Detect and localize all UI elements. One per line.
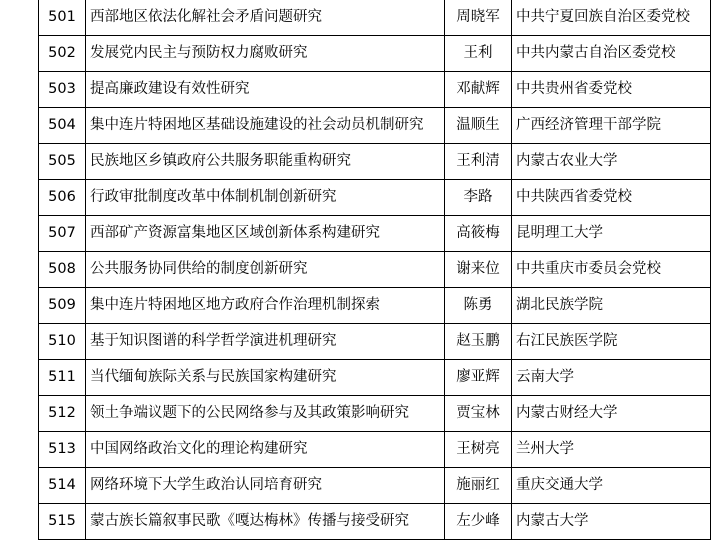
project-table-body xyxy=(39,0,711,540)
project-number: 508 xyxy=(39,252,86,288)
project-number: 514 xyxy=(39,468,86,504)
project-number: 503 xyxy=(39,72,86,108)
project-number: 510 xyxy=(39,324,86,360)
table-row xyxy=(39,144,711,180)
table-row xyxy=(39,324,711,360)
principal-name: 谢来位 xyxy=(445,252,512,288)
project-title: 网络环境下大学生政治认同培育研究 xyxy=(86,468,445,504)
project-title: 提高廉政建设有效性研究 xyxy=(86,72,445,108)
table-row xyxy=(39,396,711,432)
table-row xyxy=(39,432,711,468)
table-row xyxy=(39,180,711,216)
project-title: 发展党内民主与预防权力腐败研究 xyxy=(86,36,445,72)
principal-name: 王树亮 xyxy=(445,432,512,468)
project-number: 513 xyxy=(39,432,86,468)
project-number: 511 xyxy=(39,360,86,396)
institution-name: 兰州大学 xyxy=(512,432,711,468)
project-title: 集中连片特困地区基础设施建设的社会动员机制研究 xyxy=(86,108,445,144)
principal-name: 李路 xyxy=(445,180,512,216)
project-number: 505 xyxy=(39,144,86,180)
principal-name: 温顺生 xyxy=(445,108,512,144)
institution-name: 中共宁夏回族自治区委党校 xyxy=(512,0,711,36)
table-row xyxy=(39,36,711,72)
project-number: 501 xyxy=(39,0,86,36)
project-number: 512 xyxy=(39,396,86,432)
table-row xyxy=(39,288,711,324)
principal-name: 廖亚辉 xyxy=(445,360,512,396)
institution-name: 中共内蒙古自治区委党校 xyxy=(512,36,711,72)
project-number: 502 xyxy=(39,36,86,72)
principal-name: 王利清 xyxy=(445,144,512,180)
institution-name: 湖北民族学院 xyxy=(512,288,711,324)
institution-name: 右江民族医学院 xyxy=(512,324,711,360)
table-row xyxy=(39,108,711,144)
institution-name: 昆明理工大学 xyxy=(512,216,711,252)
principal-name: 王利 xyxy=(445,36,512,72)
project-title: 领土争端议题下的公民网络参与及其政策影响研究 xyxy=(86,396,445,432)
project-title: 西部矿产资源富集地区区域创新体系构建研究 xyxy=(86,216,445,252)
institution-name: 内蒙古财经大学 xyxy=(512,396,711,432)
institution-name: 内蒙古农业大学 xyxy=(512,144,711,180)
principal-name: 左少峰 xyxy=(445,504,512,540)
principal-name: 邓献辉 xyxy=(445,72,512,108)
project-number: 515 xyxy=(39,504,86,540)
project-title: 行政审批制度改革中体制机制创新研究 xyxy=(86,180,445,216)
principal-name: 贾宝林 xyxy=(445,396,512,432)
institution-name: 广西经济管理干部学院 xyxy=(512,108,711,144)
project-title: 集中连片特困地区地方政府合作治理机制探索 xyxy=(86,288,445,324)
project-title: 中国网络政治文化的理论构建研究 xyxy=(86,432,445,468)
principal-name: 周晓军 xyxy=(445,0,512,36)
project-title: 蒙古族长篇叙事民歌《嘎达梅林》传播与接受研究 xyxy=(86,504,445,540)
table-row xyxy=(39,504,711,540)
institution-name: 云南大学 xyxy=(512,360,711,396)
project-table xyxy=(38,0,711,540)
project-title: 西部地区依法化解社会矛盾问题研究 xyxy=(86,0,445,36)
table-row xyxy=(39,252,711,288)
table-row xyxy=(39,360,711,396)
principal-name: 施丽红 xyxy=(445,468,512,504)
project-title: 公共服务协同供给的制度创新研究 xyxy=(86,252,445,288)
project-number: 504 xyxy=(39,108,86,144)
project-title: 当代缅甸族际关系与民族国家构建研究 xyxy=(86,360,445,396)
institution-name: 中共重庆市委员会党校 xyxy=(512,252,711,288)
project-number: 506 xyxy=(39,180,86,216)
principal-name: 陈勇 xyxy=(445,288,512,324)
table-row xyxy=(39,216,711,252)
principal-name: 赵玉鹏 xyxy=(445,324,512,360)
project-title: 基于知识图谱的科学哲学演进机理研究 xyxy=(86,324,445,360)
table-row xyxy=(39,72,711,108)
principal-name: 高筱梅 xyxy=(445,216,512,252)
table-row xyxy=(39,0,711,36)
institution-name: 内蒙古大学 xyxy=(512,504,711,540)
table-row xyxy=(39,468,711,504)
institution-name: 中共陕西省委党校 xyxy=(512,180,711,216)
project-number: 509 xyxy=(39,288,86,324)
institution-name: 中共贵州省委党校 xyxy=(512,72,711,108)
project-number: 507 xyxy=(39,216,86,252)
institution-name: 重庆交通大学 xyxy=(512,468,711,504)
project-title: 民族地区乡镇政府公共服务职能重构研究 xyxy=(86,144,445,180)
